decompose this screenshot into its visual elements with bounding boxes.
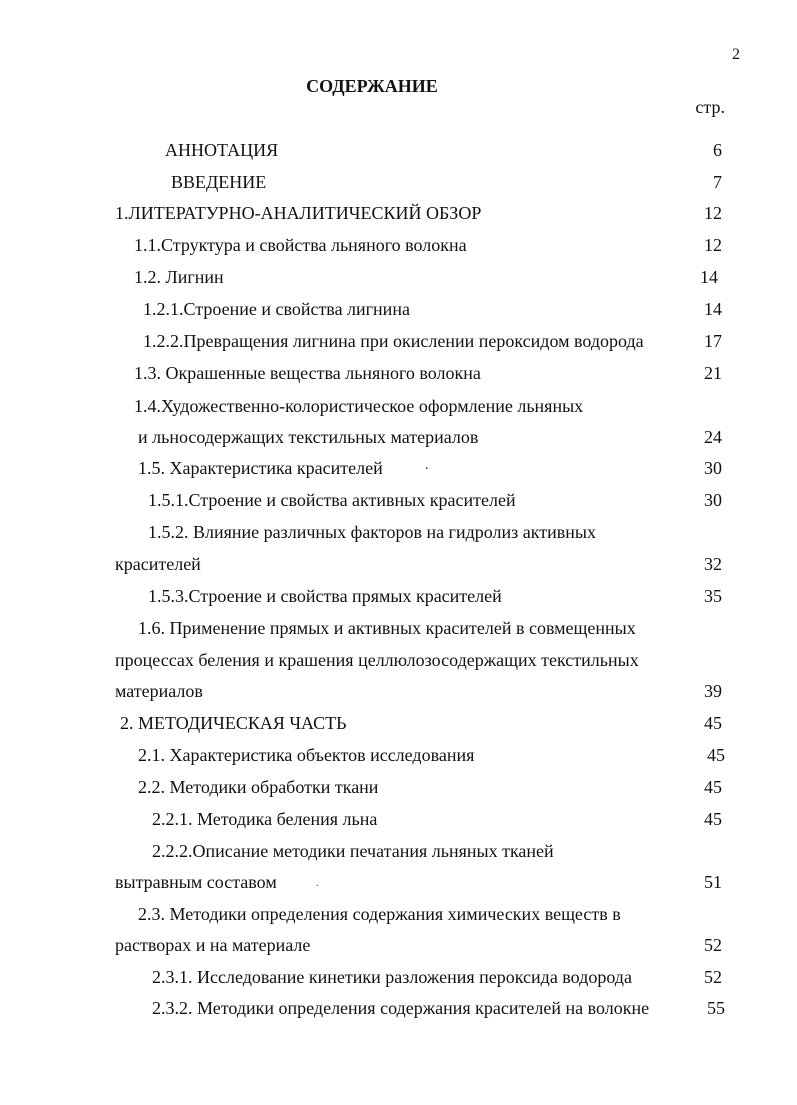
toc-entry-text: 1.1.Структура и свойства льняного волокна [134,235,467,255]
toc-entry-page: 24 [704,427,722,447]
toc-entry-text: 2. МЕТОДИЧЕСКАЯ ЧАСТЬ [120,713,347,733]
toc-entry-page: 51 [704,872,722,892]
toc-entry-text: 1.2. Лигнин [134,267,224,287]
toc-entry-text: 1.5.2. Влияние различных факторов на гидролиз активных [148,522,596,542]
toc-entry-text: материалов [115,681,203,701]
toc-entry-page: 12 [704,235,722,255]
page-column-label: стр. [695,97,725,117]
toc-entry-text: 1.5.3.Строение и свойства прямых красителей [148,586,502,606]
toc-entry-text: 1.ЛИТЕРАТУРНО-АНАЛИТИЧЕСКИЙ ОБЗОР [115,203,482,223]
toc-entry-page: 52 [704,935,722,955]
page-title: СОДЕРЖАНИЕ [306,76,438,96]
toc-entry-text: 2.3.1. Исследование кинетики разложения пероксида водорода [152,967,632,987]
toc-entry-page: 12 [704,203,722,223]
toc-entry-page: 21 [704,363,722,383]
toc-entry-page: 35 [704,586,722,606]
toc-entry-text: 1.3. Окрашенные вещества льняного волокна [134,363,481,383]
toc-entry-text: АННОТАЦИЯ [165,140,279,160]
toc-entry-text: 2.3. Методики определения содержания химических веществ в [138,904,621,924]
toc-entry-page: 30 [704,490,722,510]
toc-entry-text: вытравным составом [115,872,277,892]
toc-entry-page: 32 [704,554,722,574]
toc-entry-page: 45 [704,777,722,797]
toc-entry-page: 55 [707,998,725,1018]
toc-entry-page: 6 [713,140,722,160]
toc-entry-page: 45 [704,809,722,829]
toc-entry-text: 1.2.1.Строение и свойства лигнина [143,299,410,319]
toc-entry-text: 1.4.Художественно-колористическое оформление льняных [134,396,584,416]
toc-entry-text: 2.2.1. Методика беления льна [152,809,378,829]
page-number: 2 [732,46,740,63]
stray-mark: . [425,458,429,473]
toc-entry-page: 17 [704,331,722,351]
toc-entry-page: 30 [704,458,722,478]
toc-entry-text: 1.6. Применение прямых и активных красителей в совмещенных [138,618,636,638]
toc-entry-page: 52 [704,967,722,987]
toc-entry-text: 1.5. Характеристика красителей [138,458,383,478]
toc-entry-text: растворах и на материале [115,935,311,955]
toc-entry-text: ВВЕДЕНИЕ [171,172,267,192]
toc-entry-page: 45 [707,745,725,765]
toc-entry-text: 2.1. Характеристика объектов исследования [138,745,475,765]
toc-entry-page: 45 [704,713,722,733]
toc-entry-page: 39 [704,681,722,701]
toc-entry-text: и льносодержащих текстильных материалов [138,427,479,447]
toc-entry-text: процессах беления и крашения целлюлозосодержащих текстильных [115,650,639,670]
toc-entry-text: 2.2. Методики обработки ткани [138,777,379,797]
stray-mark: . [316,878,319,889]
toc-entry-text: 1.2.2.Превращения лигнина при окислении пероксидом водорода [143,331,644,351]
toc-entry-text: 2.3.2. Методики определения содержания красителей на волокне [152,998,650,1018]
toc-entry-text: красителей [115,554,201,574]
toc-entry-page: 14 [704,299,722,319]
toc-entry-page: 14 [700,267,718,287]
toc-entry-text: 2.2.2.Описание методики печатания льняных тканей [152,841,554,861]
toc-entry-text: 1.5.1.Строение и свойства активных красителей [148,490,516,510]
toc-entry-page: 7 [713,172,722,192]
